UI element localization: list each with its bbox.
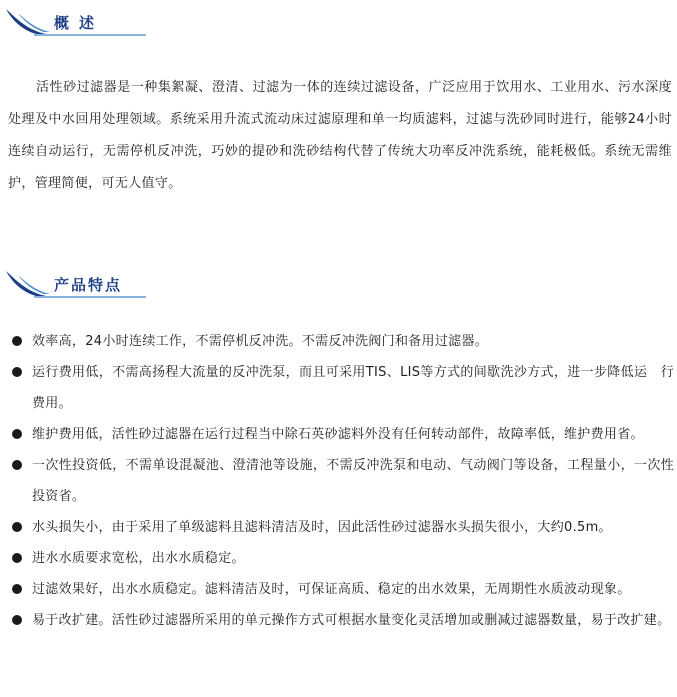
section-title-features: 产品特点	[54, 276, 123, 294]
section-header-features	[4, 268, 146, 300]
feature-item	[10, 605, 674, 636]
feature-text: 维护费用低，活性砂过滤器在运行过程当中除石英砂滤料外没有任何转动部件，故障率低，维护费用省。	[32, 427, 644, 442]
bullet-icon	[12, 460, 22, 470]
bullet-icon	[12, 367, 22, 377]
feature-list	[10, 326, 674, 636]
feature-text: 易于改扩建。活性砂过滤器所采用的单元操作方式可根据水量变化灵活增加或删减过滤器数量，易于改扩建。	[32, 613, 671, 628]
feature-item	[10, 419, 674, 450]
feature-text: 一次性投资低，不需单设混凝池、澄清池等设施，不需反冲洗泵和电动、气动阀门等设备，工程量小，一次性 投资省。	[32, 458, 674, 504]
feature-text: 进水水质要求宽松，出水水质稳定。	[32, 551, 245, 566]
feature-text: 水头损失小，由于采用了单级滤料且滤料清洁及时，因此活性砂过滤器水头损失很小，大约0.5m。	[32, 520, 612, 535]
section-title-overview: 概述	[54, 14, 105, 32]
bullet-icon	[12, 336, 22, 346]
feature-item	[10, 326, 674, 357]
feature-item	[10, 512, 674, 543]
feature-item	[10, 450, 674, 512]
bullet-icon	[12, 429, 22, 439]
bullet-icon	[12, 553, 22, 563]
feature-text: 运行费用低，不需高扬程大流量的反冲洗泵，而且可采用TIS、LIS等方式的间歇洗沙方式，进一步降低运 行费用。	[32, 365, 674, 411]
feature-text: 效率高，24小时连续工作，不需停机反冲洗。不需反冲洗阀门和备用过滤器。	[32, 334, 489, 349]
section-header-overview	[4, 6, 146, 38]
bullet-icon	[12, 615, 22, 625]
overview-paragraph: 活性砂过滤器是一种集絮凝、澄清、过滤为一体的连续过滤设备，广泛应用于饮用水、工业用水、污水深度处理及中水回用处理领域。系统采用升流式流动床过滤原理和单一均质滤料，过滤与洗砂同时进行，能够24小时连续自动运行，无需停机反冲洗，巧妙的提砂和洗砂结构代替了传统大功率反冲洗系统，能耗极低。系统无需维护，管理简便，可无人值守。	[8, 80, 672, 191]
feature-text: 过滤效果好，出水水质稳定。滤料清洁及时，可保证高质、稳定的出水效果，无周期性水质波动现象。	[32, 582, 631, 597]
feature-item	[10, 357, 674, 419]
feature-item	[10, 574, 674, 605]
bullet-icon	[12, 584, 22, 594]
feature-item	[10, 543, 674, 574]
bullet-icon	[12, 522, 22, 532]
